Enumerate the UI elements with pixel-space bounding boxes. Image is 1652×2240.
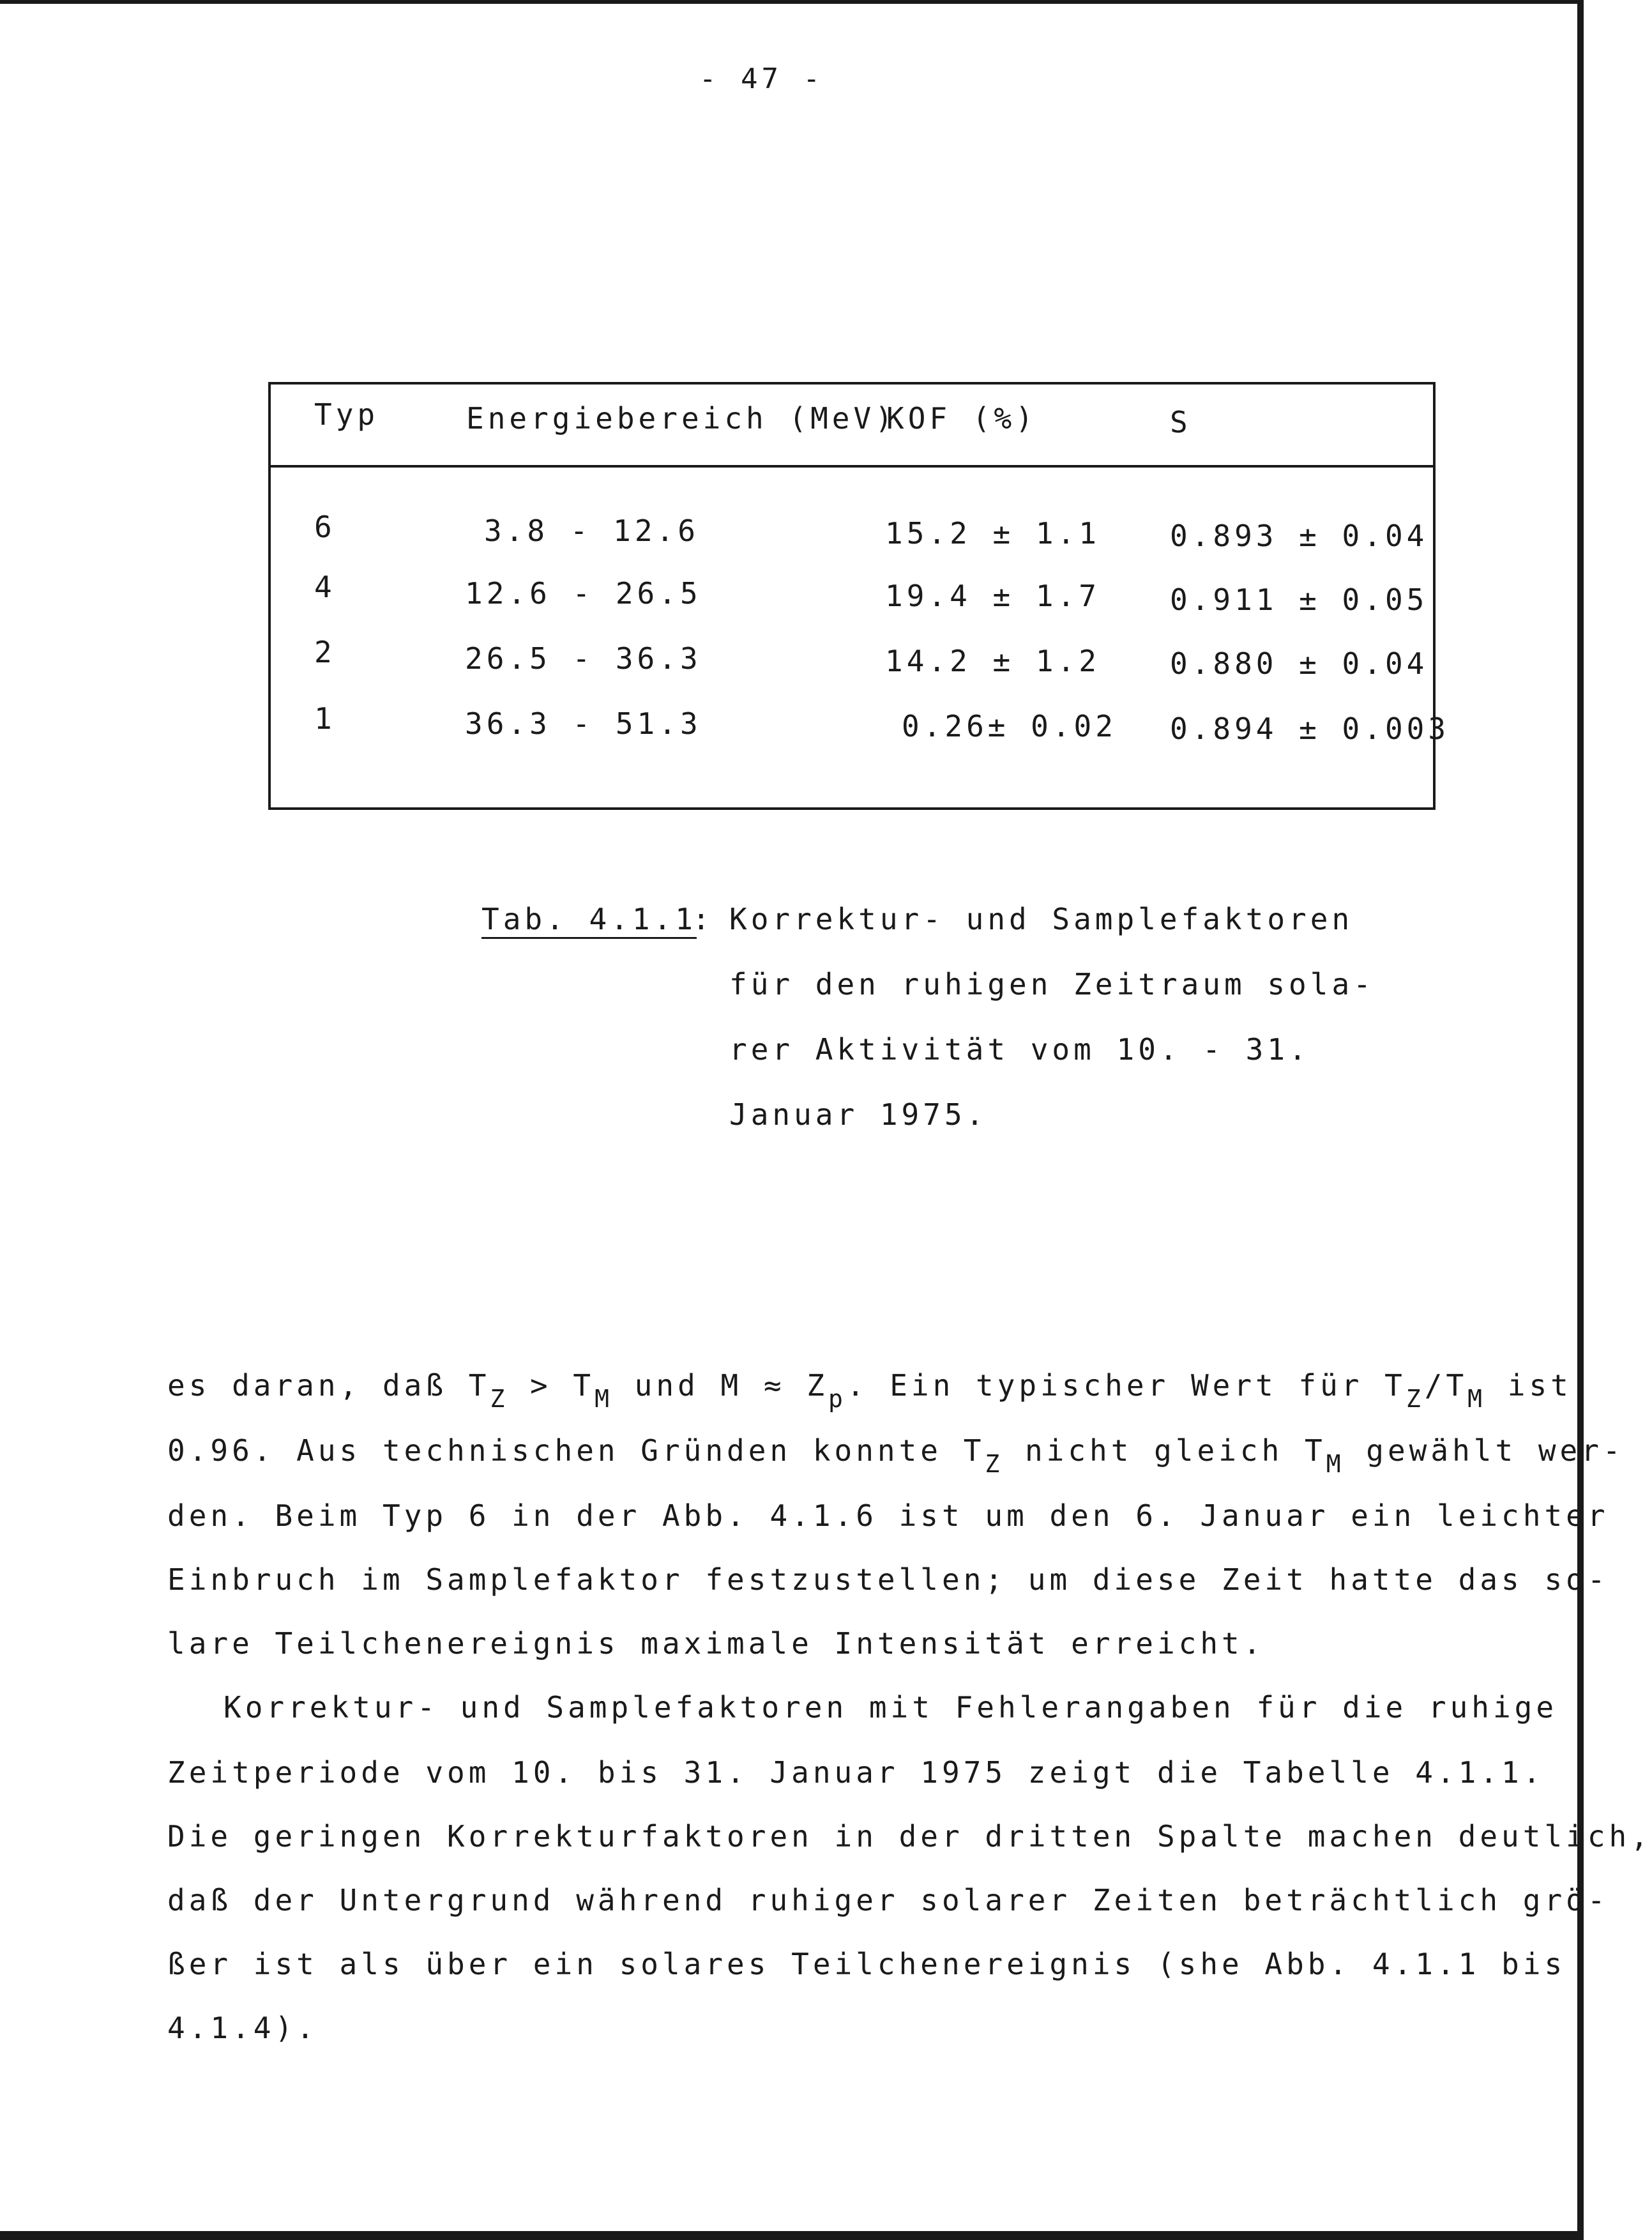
table-cell-s: 0.894 ± 0.003	[1170, 712, 1450, 746]
page-number: - 47 -	[699, 63, 824, 95]
table-cell-typ: 2	[314, 635, 336, 669]
body-text-line: 4.1.4).	[167, 2011, 318, 2045]
table-caption-label: Tab. 4.1.1	[481, 902, 697, 936]
table-cell-kof: 14.2 ± 1.2	[885, 644, 1100, 678]
table-cell-kof: 19.4 ± 1.7	[885, 579, 1100, 613]
table-cell-energy: 3.8 - 12.6	[484, 514, 699, 548]
scan-border-bottom	[0, 2231, 1584, 2240]
table-header-kof: KOF (%)	[886, 401, 1037, 436]
table-header-typ: Typ	[314, 397, 379, 432]
table-cell-energy: 26.5 - 36.3	[465, 641, 702, 676]
body-text-line: Die geringen Korrekturfaktoren in der dritten Spalte machen deutlich,	[167, 1819, 1652, 1854]
body-text-line: Zeitperiode vom 10. bis 31. Januar 1975 zeigt die Tabelle 4.1.1.	[167, 1755, 1545, 1790]
table-header-s: S	[1170, 405, 1192, 439]
table-cell-kof: 15.2 ± 1.1	[885, 516, 1100, 551]
table-cell-s: 0.893 ± 0.04	[1170, 519, 1428, 553]
table-caption-line: für den ruhigen Zeitraum sola-	[729, 967, 1375, 1002]
table-cell-energy: 12.6 - 26.5	[465, 576, 702, 611]
body-text-line: lare Teilchenereignis maximale Intensität erreicht.	[167, 1626, 1265, 1661]
body-text-line: 0.96. Aus technischen Gründen konnte $T_Z$ nicht gleich $T_M$ gewählt wer-	[167, 1433, 1625, 1478]
table-caption-line: Korrektur- und Samplefaktoren	[729, 902, 1354, 936]
body-text-line: den. Beim Typ 6 in der Abb. 4.1.6 ist um den 6. Januar ein leichter	[167, 1498, 1609, 1533]
table-header-rule	[268, 465, 1436, 468]
table-caption-separator: :	[692, 902, 714, 936]
table-header-energy: Energiebereich (MeV)	[466, 401, 897, 436]
table-cell-energy: 36.3 - 51.3	[465, 706, 702, 741]
table-cell-s: 0.911 ± 0.05	[1170, 583, 1428, 617]
body-text-line: daß der Untergrund während ruhiger solarer Zeiten beträchtlich grö-	[167, 1883, 1609, 1917]
table-cell-typ: 6	[314, 510, 336, 544]
table-cell-typ: 4	[314, 570, 336, 604]
body-text-line: Korrektur- und Samplefaktoren mit Fehlerangaben für die ruhige	[224, 1690, 1558, 1725]
body-text-line: Einbruch im Samplefaktor festzustellen; um diese Zeit hatte das so-	[167, 1562, 1609, 1597]
scan-border-top	[0, 0, 1584, 4]
table-cell-typ: 1	[314, 701, 336, 736]
table-cell-s: 0.880 ± 0.04	[1170, 646, 1428, 681]
table-caption-line: rer Aktivität vom 10. - 31.	[729, 1032, 1310, 1067]
table-cell-kof: 0.26± 0.02	[902, 709, 1117, 743]
body-text-line: es daran, daß $T_Z > T_M$ und $M \approx Z_p$. Ein typischer Wert für $T_Z/T_M$ ist	[167, 1368, 1572, 1413]
table-caption-line: Januar 1975.	[729, 1097, 988, 1132]
body-text-line: ßer ist als über ein solares Teilchenereignis (she Abb. 4.1.1 bis	[167, 1947, 1566, 1981]
